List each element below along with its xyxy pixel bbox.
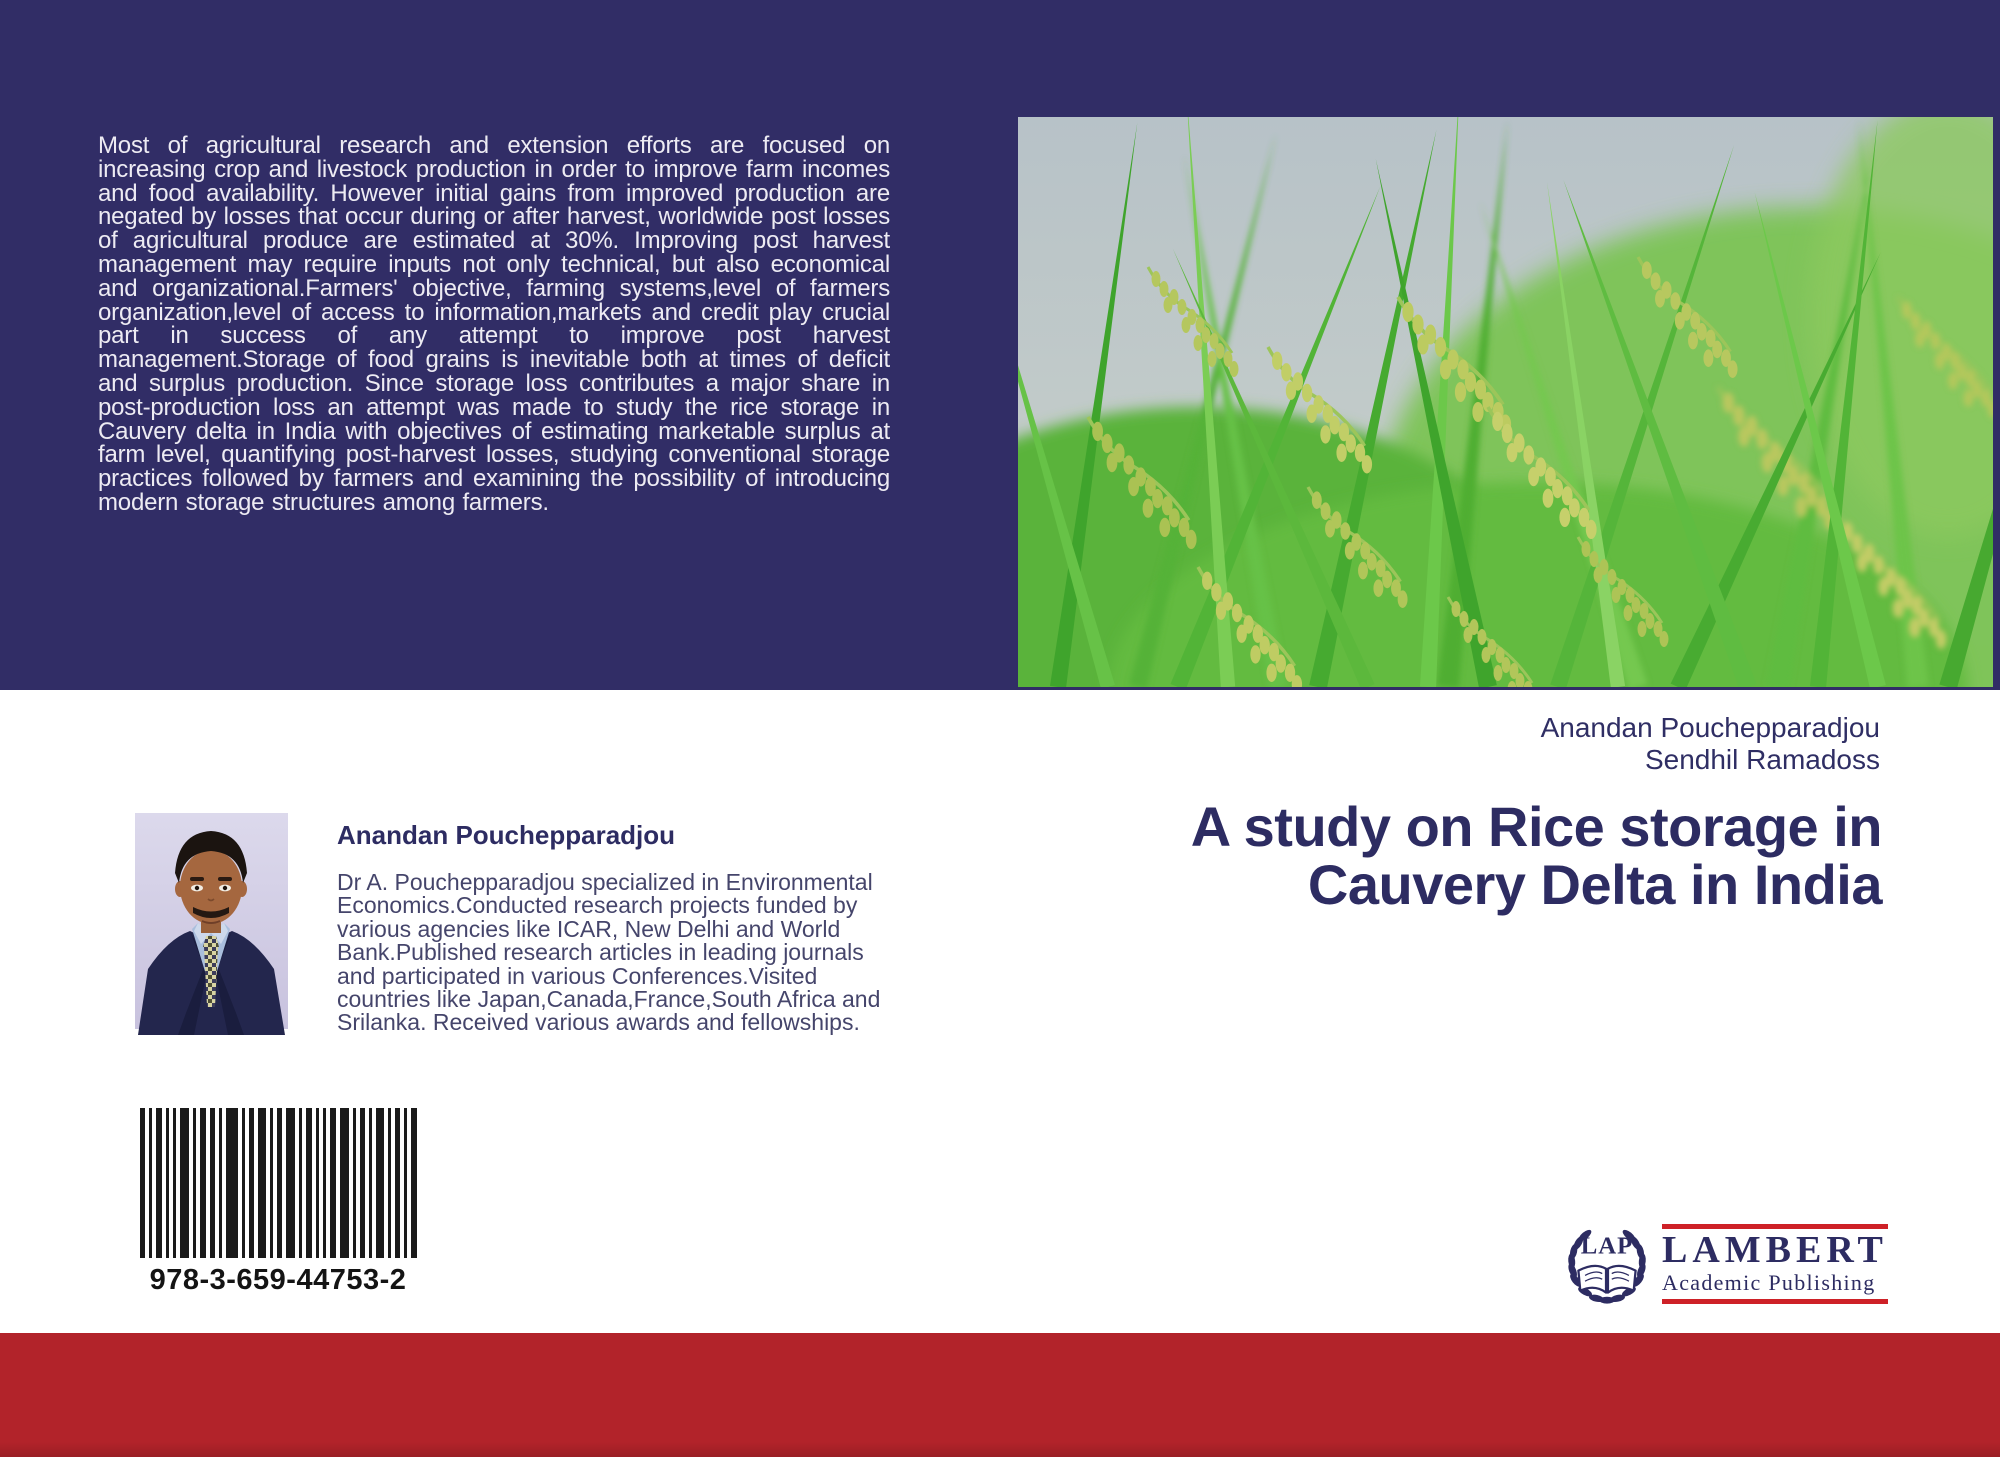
- bio-text: Dr A. Pouchepparadjou specialized in Environmental Economics.Conducted research projects funded by various agencies like ICAR, New Delhi and World Bank.Published research articles in leading journals and participated in various Conferences.Visited countries like Japan,Canada,France,South Africa and Srilanka. Received various awards and fellowships.: [337, 869, 881, 1036]
- bio-author-name: Anandan Pouchepparadjou: [337, 820, 676, 850]
- publisher-tagline: Academic Publishing: [1662, 1270, 1876, 1295]
- author-portrait-photo: [128, 807, 295, 1035]
- logo-bottom-rule: [1662, 1299, 1888, 1304]
- publisher-text: [1662, 1224, 1888, 1304]
- rice-field-illustration: [1018, 117, 1993, 687]
- rice-field-photo: [1018, 117, 1993, 687]
- publisher-name: LAMBERT: [1662, 1229, 1888, 1271]
- bottom-red-bar: [0, 1333, 2000, 1457]
- barcode: [140, 1108, 417, 1258]
- title-line-2: Cauvery Delta in India: [1307, 853, 1882, 916]
- author-portrait-illustration: [128, 807, 295, 1035]
- title-line-1: A study on Rice storage in: [1190, 795, 1882, 858]
- lap-book-laurel-icon: [1566, 1220, 1648, 1308]
- barcode-block: [138, 1108, 418, 1297]
- isbn-number: 978-3-659-44753-2: [149, 1264, 407, 1296]
- lap-emblem-icon: [1566, 1220, 1648, 1308]
- author-names: [1541, 712, 1880, 776]
- publisher-logo: [1566, 1220, 1888, 1308]
- author-name-2: Sendhil Ramadoss: [1644, 744, 1880, 775]
- back-cover-summary: Most of agricultural research and extension efforts are focused on increasing crop and livestock production in order to improve farm incomes and food availability. However initial gains from improved production are negated by losses that occur during or after harvest, worldwide post losses of agricultural produce are estimated at 30%. Improving post harvest management may require inputs not only technical, but also economical and organizational.Farmers' objective, farming systems,level of farmers organization,level of access to information,markets and credit play crucial part in success of any attempt to improve post harvest management.Storage of food grains is inevitable both at times of deficit and surplus production. Since storage loss contributes a major share in post-production loss an attempt was made to study the rice storage in Cauvery delta in India with objectives of estimating marketable surplus at farm level, quantifying post-harvest losses, studying conventional storage practices followed by farmers and examining the possibility of introducing modern storage structures among farmers.: [98, 132, 890, 516]
- book-title: [1190, 795, 1882, 916]
- author-name-1: Anandan Pouchepparadjou: [1540, 712, 1880, 743]
- author-bio: [337, 820, 897, 1035]
- lap-monogram: LAP: [1580, 1232, 1634, 1260]
